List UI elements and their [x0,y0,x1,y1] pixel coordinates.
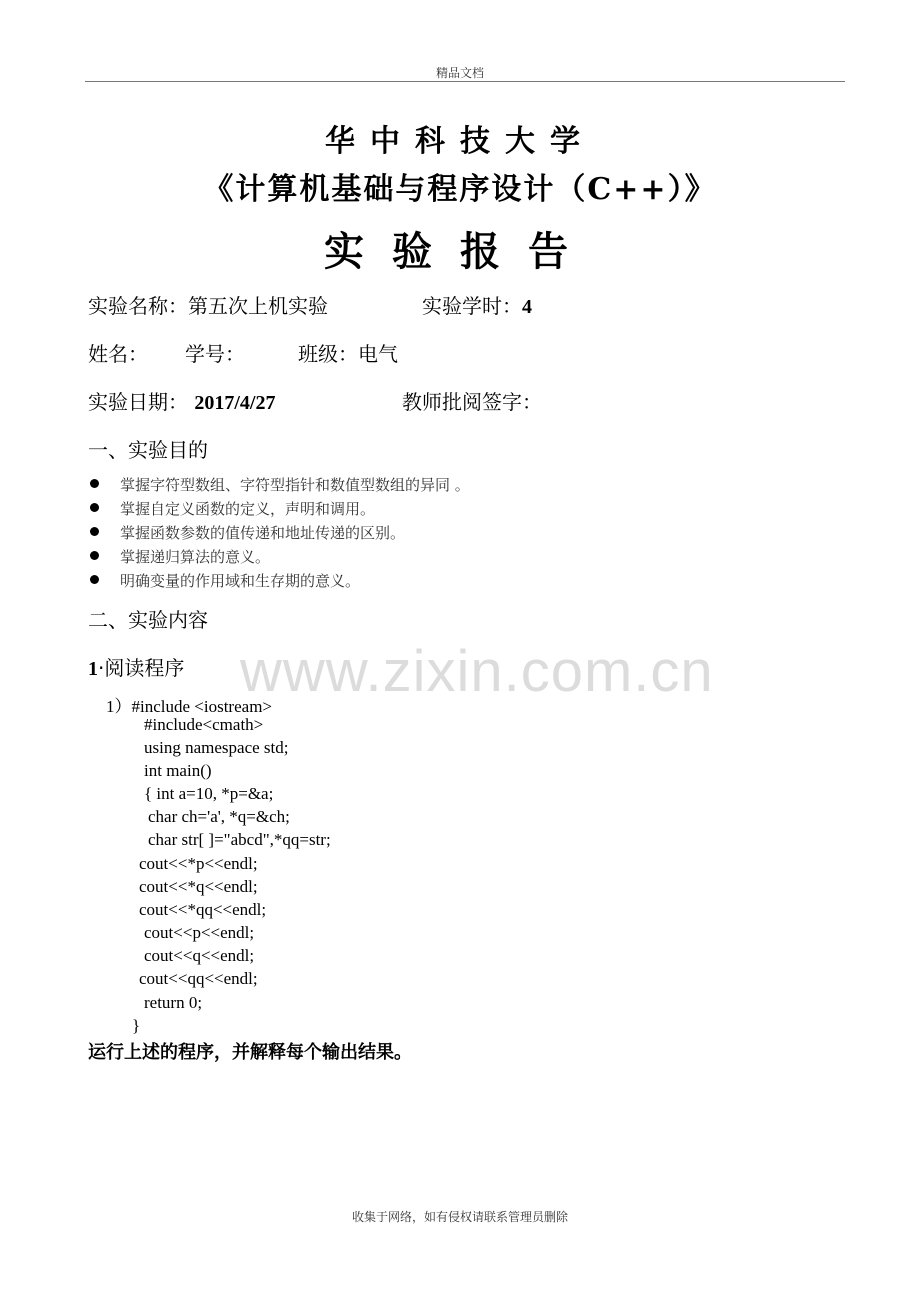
code-line: } [132,1016,141,1035]
watermark: www.zixin.com.cn [240,639,714,704]
code-line: { int a=10, *p=&a; [144,784,274,803]
student-id-label: 学号： [185,342,245,366]
objective-item: 明确变量的作用域和生存期的意义。 [90,570,360,591]
code-line: cout<<q<<endl; [144,946,255,965]
objective-item: 掌握字符型数组、字符型指针和数值型数组的异同 。 [90,474,470,495]
objective-item: 掌握函数参数的值传递和地址传递的区别。 [90,522,405,543]
experiment-date: 实验日期： 2017/4/27 [88,390,276,414]
code-line: cout<<qq<<endl; [139,969,258,988]
code-line: char ch='a', *q=&ch; [148,807,290,826]
university-title: 华中科技大学 [325,124,595,159]
objective-item: 掌握递归算法的意义。 [90,546,270,567]
subsection-title: 1·阅读程序 [88,656,185,680]
code-line: #include<cmath> [144,715,264,734]
code-line: cout<<*q<<endl; [139,877,258,896]
section-1-title: 一、实验目的 [88,438,208,462]
bullet-icon [90,479,99,488]
bullet-icon [90,551,99,560]
code-line: char str[ ]="abcd",*qq=str; [148,830,331,849]
objective-item: 掌握自定义函数的定义，声明和调用。 [90,498,375,519]
page-footer: 收集于网络，如有侵权请联系管理员删除 [351,1210,568,1224]
experiment-hours: 实验学时：4 [422,294,532,318]
task-instruction: 运行上述的程序，并解释每个输出结果。 [88,1042,412,1063]
header-divider [85,81,845,82]
class-label: 班级：电气 [298,342,398,366]
code-line: using namespace std; [144,738,289,757]
section-2-title: 二、实验内容 [88,608,208,632]
code-line: cout<<p<<endl; [144,923,255,942]
bullet-icon [90,503,99,512]
code-line: cout<<*qq<<endl; [139,900,267,919]
teacher-signature-label: 教师批阅签字： [402,390,542,414]
course-title: 《计算机基础与程序设计（C++）》 [203,172,717,207]
code-line: 1）#include <iostream> [106,697,272,716]
report-title: 实验报告 [324,228,596,275]
code-number-prefix: 1） [106,697,132,716]
bullet-icon [90,527,99,536]
experiment-name: 实验名称：第五次上机实验 [88,294,328,318]
code-line: int main() [144,761,212,780]
bullet-icon [90,575,99,584]
page-header: 精品文档 [435,66,484,80]
student-name-label: 姓名： [88,342,148,366]
code-line: return 0; [144,993,203,1012]
code-line: cout<<*p<<endl; [139,854,258,873]
